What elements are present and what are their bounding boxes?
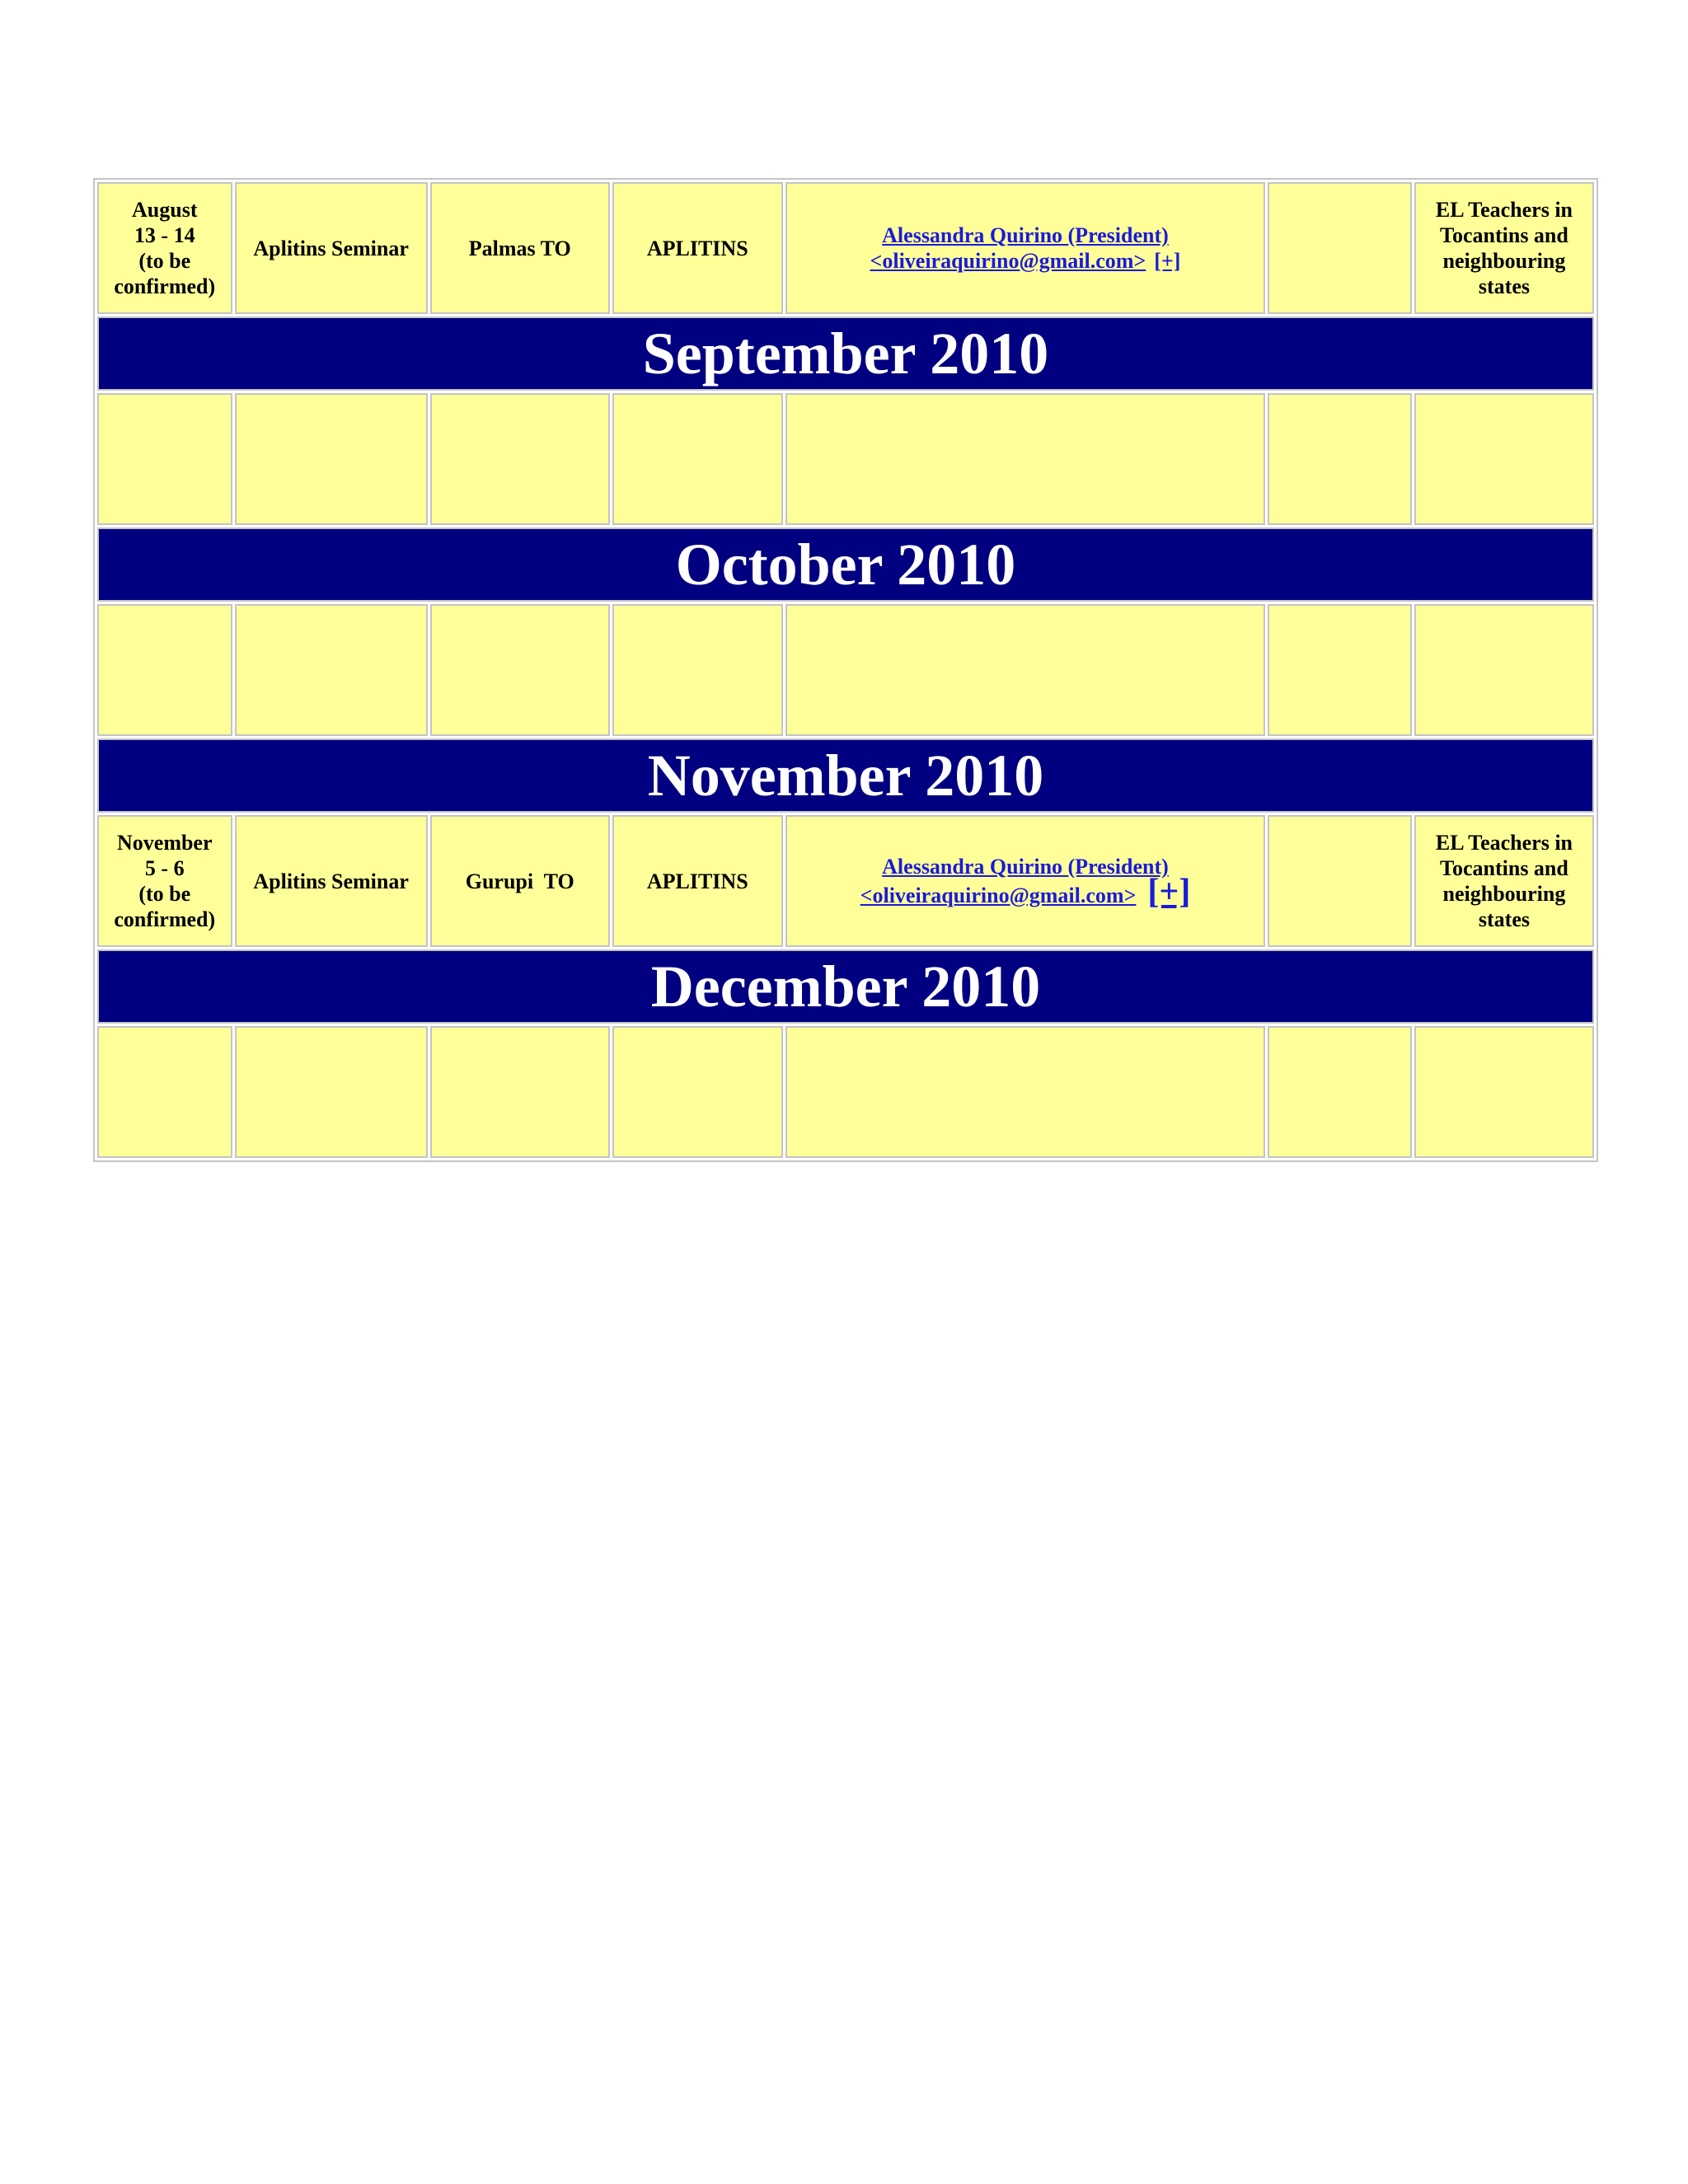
date-note-1: (to be xyxy=(138,882,191,906)
month-header-row xyxy=(97,316,1594,391)
empty-cell xyxy=(430,393,610,525)
contact-email-link[interactable]: <oliveiraquirino@gmail.com> xyxy=(870,249,1146,273)
event-date-cell xyxy=(97,815,232,947)
empty-cell xyxy=(785,393,1266,525)
empty-cell xyxy=(235,604,428,736)
event-date-cell xyxy=(97,182,232,314)
contact-more-link[interactable]: [+] xyxy=(1154,249,1181,273)
contact-name-link[interactable]: Alessandra Quirino (President) xyxy=(882,223,1169,247)
month-header-october: October 2010 xyxy=(97,527,1594,602)
event-contact-cell xyxy=(785,815,1266,947)
event-location: Palmas TO xyxy=(468,236,571,260)
empty-cell xyxy=(97,1026,232,1158)
date-days: 13 - 14 xyxy=(134,223,195,247)
event-organizer: APLITINS xyxy=(646,236,748,260)
empty-cell xyxy=(97,604,232,736)
contact-more-link[interactable]: [+] xyxy=(1147,873,1191,911)
event-audience: EL Teachers in Tocantins and neighbouring states xyxy=(1435,198,1573,298)
event-name: Aplitins Seminar xyxy=(253,869,409,893)
event-location-cell xyxy=(430,182,610,314)
empty-cell xyxy=(97,393,232,525)
month-header-row xyxy=(97,527,1594,602)
empty-cell xyxy=(1268,1026,1412,1158)
contact-email-link[interactable]: <oliveiraquirino@gmail.com> xyxy=(860,883,1137,907)
event-contact-cell xyxy=(785,182,1266,314)
date-note-2: confirmed) xyxy=(114,907,216,931)
month-header-row xyxy=(97,949,1594,1024)
empty-cell xyxy=(1268,393,1412,525)
event-extra-cell xyxy=(1268,182,1412,314)
month-header-november: November 2010 xyxy=(97,738,1594,813)
event-organizer-cell xyxy=(612,815,783,947)
month-header-row xyxy=(97,738,1594,813)
empty-cell xyxy=(612,604,783,736)
event-location-cell xyxy=(430,815,610,947)
month-header-december: December 2010 xyxy=(97,949,1594,1024)
empty-cell xyxy=(235,1026,428,1158)
empty-cell xyxy=(1268,604,1412,736)
contact-name-link[interactable]: Alessandra Quirino (President) xyxy=(882,855,1169,879)
date-month: November xyxy=(117,831,213,855)
empty-cell xyxy=(785,1026,1266,1158)
empty-cell xyxy=(612,1026,783,1158)
event-organizer: APLITINS xyxy=(646,869,748,893)
event-audience-cell xyxy=(1414,815,1594,947)
date-month: August xyxy=(132,198,198,222)
date-days: 5 - 6 xyxy=(144,856,185,880)
event-organizer-cell xyxy=(612,182,783,314)
event-audience-cell xyxy=(1414,182,1594,314)
empty-cell xyxy=(1414,393,1594,525)
empty-cell xyxy=(785,604,1266,736)
events-calendar-table xyxy=(93,178,1598,1162)
empty-cell xyxy=(1414,604,1594,736)
empty-row-december xyxy=(97,1026,1594,1158)
event-name: Aplitins Seminar xyxy=(253,236,409,260)
event-extra-cell xyxy=(1268,815,1412,947)
event-audience: EL Teachers in Tocantins and neighbouring states xyxy=(1435,831,1573,931)
event-name-cell xyxy=(235,815,428,947)
event-location: Gurupi TO xyxy=(465,869,574,893)
empty-cell xyxy=(612,393,783,525)
empty-cell xyxy=(235,393,428,525)
date-note-2: confirmed) xyxy=(114,274,216,298)
month-header-september: September 2010 xyxy=(97,316,1594,391)
empty-cell xyxy=(1414,1026,1594,1158)
event-row-august xyxy=(97,182,1594,314)
event-name-cell xyxy=(235,182,428,314)
empty-cell xyxy=(430,604,610,736)
event-row-november xyxy=(97,815,1594,947)
empty-row-october xyxy=(97,604,1594,736)
date-note-1: (to be xyxy=(138,249,191,273)
empty-cell xyxy=(430,1026,610,1158)
empty-row-september xyxy=(97,393,1594,525)
